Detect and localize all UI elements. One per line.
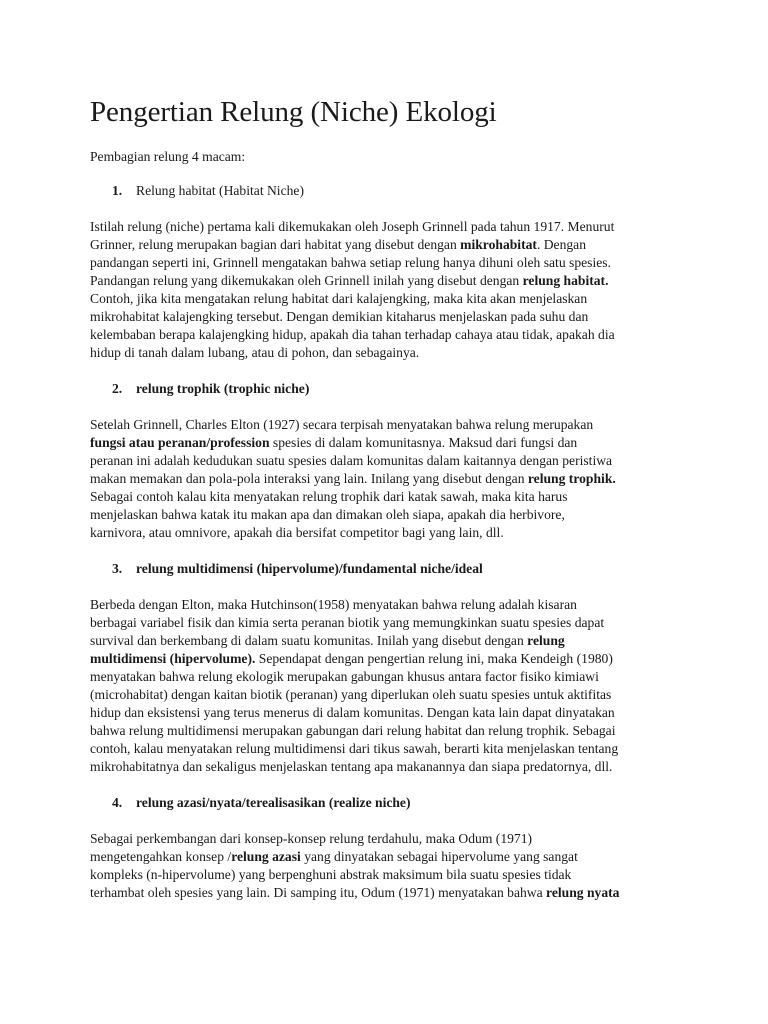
paragraph-line: hidup di tanah dalam lubang, atau di pohon, dan sebagainya. [90,345,420,360]
paragraph-line: pandangan seperti ini, Grinnell mengatakan bahwa setiap relung hanya dihuni oleh satu spesies. [90,255,611,270]
paragraph-line: fungsi atau peranan/profession spesies di dalam komunitasnya. Maksud dari fungsi dan [90,435,578,450]
intro-line: Pembagian relung 4 macam: [90,149,246,164]
section-4-heading [112,794,411,812]
paragraph-line: Istilah relung (niche) pertama kali dikemukakan oleh Joseph Grinnell pada tahun 1917. Menurut [90,219,615,234]
section-heading-text: relung azasi/nyata/terealisasikan (realize niche) [136,795,411,810]
paragraph-line: mikrohabitat kalajengking tersebut. Dengan demikian kitaharus menjelaskan pada suhu dan [90,309,589,324]
section-1-heading [112,182,304,200]
paragraph-line: Grinner, relung merupakan bagian dari habitat yang disebut dengan mikrohabitat. Dengan [90,237,587,252]
section-number: 4. [112,795,123,810]
intro-text [90,148,690,166]
paragraph-line: Berbeda dengan Elton, maka Hutchinson(1958) menyatakan bahwa relung adalah kisaran [90,597,577,612]
bold-term: relung nyata [546,885,620,900]
section-heading-text: Relung habitat (Habitat Niche) [136,183,304,198]
bold-term: multidimensi (hipervolume). [90,651,256,666]
section-2-paragraph [90,416,690,542]
section-2-heading [112,380,309,398]
bold-term: relung habitat. [522,273,609,288]
paragraph-line: berbagai variabel fisik dan kimia serta peranan biotik yang memungkinkan suatu spesies dapat [90,615,605,630]
paragraph-line: (microhabitat) dengan kaitan biotik (peranan) yang diperlukan oleh suatu spesies untuk aktifitas [90,687,612,702]
paragraph-line: multidimensi (hipervolume). Sependapat dengan pengertian relung ini, maka Kendeigh (1980) [90,651,613,666]
paragraph-line: Sebagai contoh kalau kita menyatakan relung trophik dari katak sawah, maka kita harus [90,489,568,504]
paragraph-line: survival dan berkembang di dalam suatu komunitas. Inilah yang disebut dengan relung [90,633,565,648]
paragraph-line: terhambat oleh spesies yang lain. Di samping itu, Odum (1971) menyatakan bahwa relung nyata [90,885,620,900]
section-3-paragraph [90,596,690,776]
section-4-paragraph [90,830,690,902]
paragraph-line: hidup dan eksistensi yang terus menerus di dalam komunitas. Dengan kata lain dapat dinyatakan [90,705,615,720]
bold-term: relung trophik. [527,471,616,486]
paragraph-line: menjelaskan bahwa katak itu makan apa dan dimakan oleh siapa, apakah dia herbivore, [90,507,565,522]
page-title: Pengertian Relung (Niche) Ekologi [90,96,497,128]
bold-term: relung azasi [231,849,301,864]
section-number: 1. [112,183,123,198]
section-heading-text: relung trophik (trophic niche) [136,381,310,396]
section-number: 2. [112,381,123,396]
paragraph-line: mengetengahkan konsep /relung azasi yang dinyatakan sebagai hipervolume yang sangat [90,849,578,864]
paragraph-line: menyatakan bahwa relung ekologik merupakan gabungan khusus antara factor fisiko kimiawi [90,669,599,684]
paragraph-line: peranan ini adalah kedudukan suatu spesies dalam komunitas dalam kaitannya dengan peristiwa [90,453,613,468]
paragraph-line: Setelah Grinnell, Charles Elton (1927) secara terpisah menyatakan bahwa relung merupakan [90,417,594,432]
paragraph-line: kelembaban berapa kalajengking hidup, apakah dia tahan terhadap cahaya atau tidak, apakah dia [90,327,615,342]
bold-term: mikrohabitat [460,237,537,252]
bold-term: relung [527,633,565,648]
paragraph-line: makan memakan dan pola-pola interaksi yang lain. Inilang yang disebut dengan relung trophik. [90,471,616,486]
paragraph-line: mikrohabitatnya dan sekaligus menjelaskan tentang apa makanannya dan siapa predatornya, dll. [90,759,613,774]
bold-term: fungsi atau peranan/profession [90,435,270,450]
section-heading-text: relung multidimensi (hipervolume)/fundamental niche/ideal [136,561,483,576]
paragraph-line: Sebagai perkembangan dari konsep-konsep relung terdahulu, maka Odum (1971) [90,831,533,846]
paragraph-line: Pandangan relung yang dikemukakan oleh Grinnell inilah yang disebut dengan relung habitat. [90,273,609,288]
paragraph-line: kompleks (n-hipervolume) yang berpenghuni abstrak maksimum bila suatu spesies tidak [90,867,572,882]
paragraph-line: contoh, kalau menyatakan relung multidimensi dari tikus sawah, berarti kita menjelaskan tentang [90,741,619,756]
section-number: 3. [112,561,123,576]
paragraph-line: bahwa relung multidimensi merupakan gabungan dari relung habitat dan relung trophik. Sebagai [90,723,616,738]
paragraph-line: karnivora, atau omnivore, apakah dia bersifat competitor bagi yang lain, dll. [90,525,504,540]
section-1-paragraph [90,218,690,362]
section-3-heading [112,560,483,578]
paragraph-line: Contoh, jika kita mengatakan relung habitat dari kalajengking, maka kita akan menjelaskan [90,291,588,306]
